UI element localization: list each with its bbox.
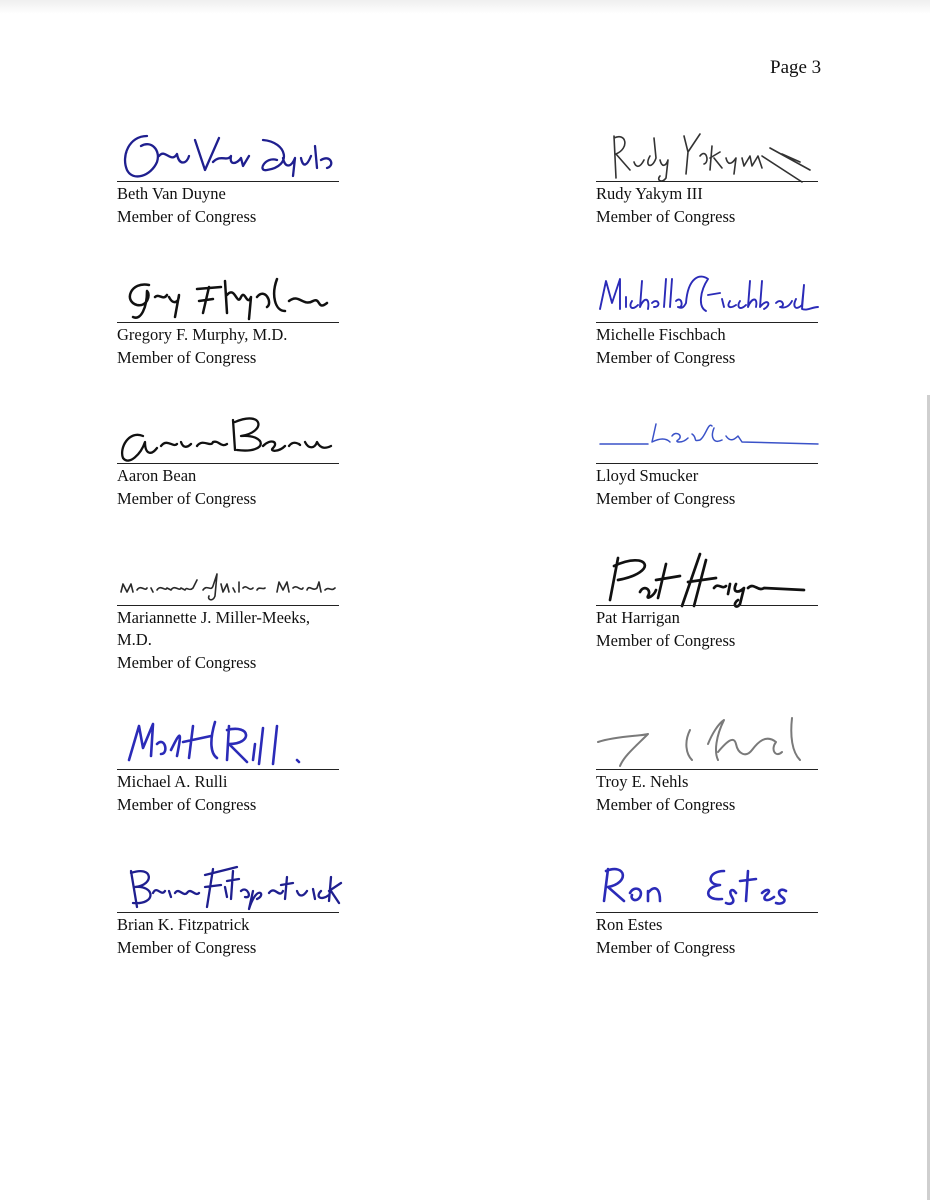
signature-miller-meeks (117, 550, 342, 606)
signature-murphy (117, 267, 342, 323)
signature-fitzpatrick (117, 857, 342, 913)
signer-title: Member of Congress (117, 795, 257, 814)
signer-title: Member of Congress (117, 938, 257, 957)
signer-title: Member of Congress (596, 489, 736, 508)
signature-smucker (596, 408, 821, 464)
signer-name: Mariannette J. Miller-Meeks, M.D. (117, 608, 311, 649)
signature-line (596, 181, 818, 182)
signature-line (596, 463, 818, 464)
signature-bean (117, 408, 342, 464)
signature-line (596, 605, 818, 606)
signer-title: Member of Congress (117, 489, 257, 508)
scan-top-shade (0, 0, 930, 14)
signer-title: Member of Congress (117, 653, 257, 672)
signature-line (117, 463, 339, 464)
signer-name: Gregory F. Murphy, M.D. (117, 325, 288, 344)
signer-name: Lloyd Smucker (596, 466, 699, 485)
signer-title: Member of Congress (596, 631, 736, 650)
signature-line (117, 605, 339, 606)
signer-name: Michael A. Rulli (117, 772, 228, 791)
signature-line (596, 769, 818, 770)
signer-name: Ron Estes (596, 915, 663, 934)
signer-name: Pat Harrigan (596, 608, 680, 627)
signature-line (117, 181, 339, 182)
signer-name: Troy E. Nehls (596, 772, 689, 791)
signature-line (596, 322, 818, 323)
signature-line (117, 912, 339, 913)
signer-title: Member of Congress (596, 795, 736, 814)
signer-name: Brian K. Fitzpatrick (117, 915, 250, 934)
signer-name: Michelle Fischbach (596, 325, 726, 344)
signer-title: Member of Congress (596, 348, 736, 367)
signer-name: Rudy Yakym III (596, 184, 703, 203)
signature-van-duyne (117, 126, 342, 182)
signer-name: Beth Van Duyne (117, 184, 226, 203)
signer-title: Member of Congress (117, 207, 257, 226)
signer-title: Member of Congress (117, 348, 257, 367)
signer-name: Aaron Bean (117, 466, 197, 485)
signature-rulli (117, 714, 342, 770)
signature-line (596, 912, 818, 913)
signature-nehls (596, 714, 821, 770)
signature-harrigan (596, 550, 821, 606)
signature-estes (596, 857, 821, 913)
signature-line (117, 769, 339, 770)
signature-fischbach (596, 267, 821, 323)
signature-yakym (596, 126, 821, 182)
signer-title: Member of Congress (596, 938, 736, 957)
signature-line (117, 322, 339, 323)
page-number: Page 3 (770, 57, 822, 78)
signer-title: Member of Congress (596, 207, 736, 226)
